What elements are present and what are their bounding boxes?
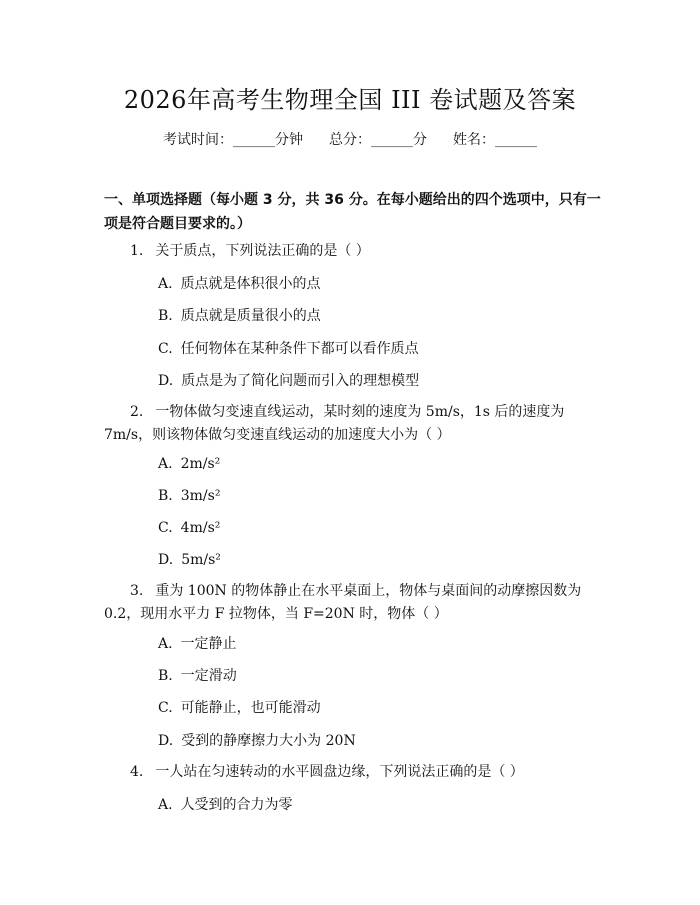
option-text: 3m/s² [180,488,221,504]
question-1 [104,240,604,263]
option-letter: C. [158,700,173,716]
question-number: 4. [130,764,144,780]
question-3 [104,580,604,626]
exam-title: 2026年高考生物理全国 III 卷试题及答案 [123,86,577,114]
student-name-field: 姓名：______ [453,132,537,148]
option-text: 可能静止，也可能滑动 [180,700,321,716]
option-letter: D. [158,733,174,749]
question-text: 一人站在匀速转动的水平圆盘边缘，下列说法正确的是（ ） [155,764,524,780]
question-3-option-a [158,634,598,654]
question-1-option-c [158,339,598,359]
option-text: 质点是为了简化问题而引入的理想模型 [181,373,420,389]
total-score-field: 总分：______分 [329,132,427,148]
question-2 [104,401,604,447]
option-letter: A. [158,797,173,813]
option-text: 5m/s² [181,552,221,568]
exam-time-field: 考试时间：______分钟 [163,132,303,148]
option-letter: B. [158,668,173,684]
option-letter: B. [158,488,173,504]
question-number: 2. [130,404,144,420]
question-text: 关于质点，下列说法正确的是（ ） [155,243,370,259]
exam-meta [0,130,700,150]
question-3-option-b [158,666,598,686]
question-3-option-d [158,731,598,751]
option-text: 受到的静摩擦力大小为 20N [181,733,356,749]
option-letter: D. [158,552,174,568]
question-2-option-a [158,454,598,474]
question-2-option-d [158,550,598,570]
option-letter: A. [158,276,173,292]
option-text: 一定滑动 [180,668,237,684]
option-text: 一定静止 [180,636,237,652]
question-2-option-c [158,518,598,538]
option-letter: C. [158,520,173,536]
question-4-option-a [158,795,598,815]
option-text: 人受到的合力为零 [180,797,293,813]
option-letter: D. [158,373,174,389]
question-4 [104,761,604,784]
section-heading: 一、单项选择题（每小题 3 分，共 36 分。在每小题给出的四个选项中，只有一项是符合题目要求的。） [104,192,601,232]
question-1-option-a [158,274,598,294]
option-letter: A. [158,456,173,472]
question-3-option-c [158,698,598,718]
option-letter: A. [158,636,173,652]
option-text: 4m/s² [180,520,221,536]
question-number: 3. [130,583,144,599]
option-letter: B. [158,308,173,324]
question-number: 1. [130,243,144,259]
option-text: 2m/s² [180,456,221,472]
question-2-option-b [158,486,598,506]
question-1-option-b [158,306,598,326]
question-text: 重为 100N 的物体静止在水平桌面上，物体与桌面间的动摩擦因数为 0.2，现用水平力 F 拉物体，当 F=20N 时，物体（ ） [104,583,582,622]
question-text: 一物体做匀变速直线运动，某时刻的速度为 5m/s，1s 后的速度为 7m/s，则该物体做匀变速直线运动的加速度大小为（ ） [104,404,565,443]
question-1-option-d [158,371,598,391]
option-text: 质点就是体积很小的点 [180,276,321,292]
option-text: 质点就是质量很小的点 [180,308,321,324]
option-text: 任何物体在某种条件下都可以看作质点 [180,341,419,357]
option-letter: C. [158,341,173,357]
